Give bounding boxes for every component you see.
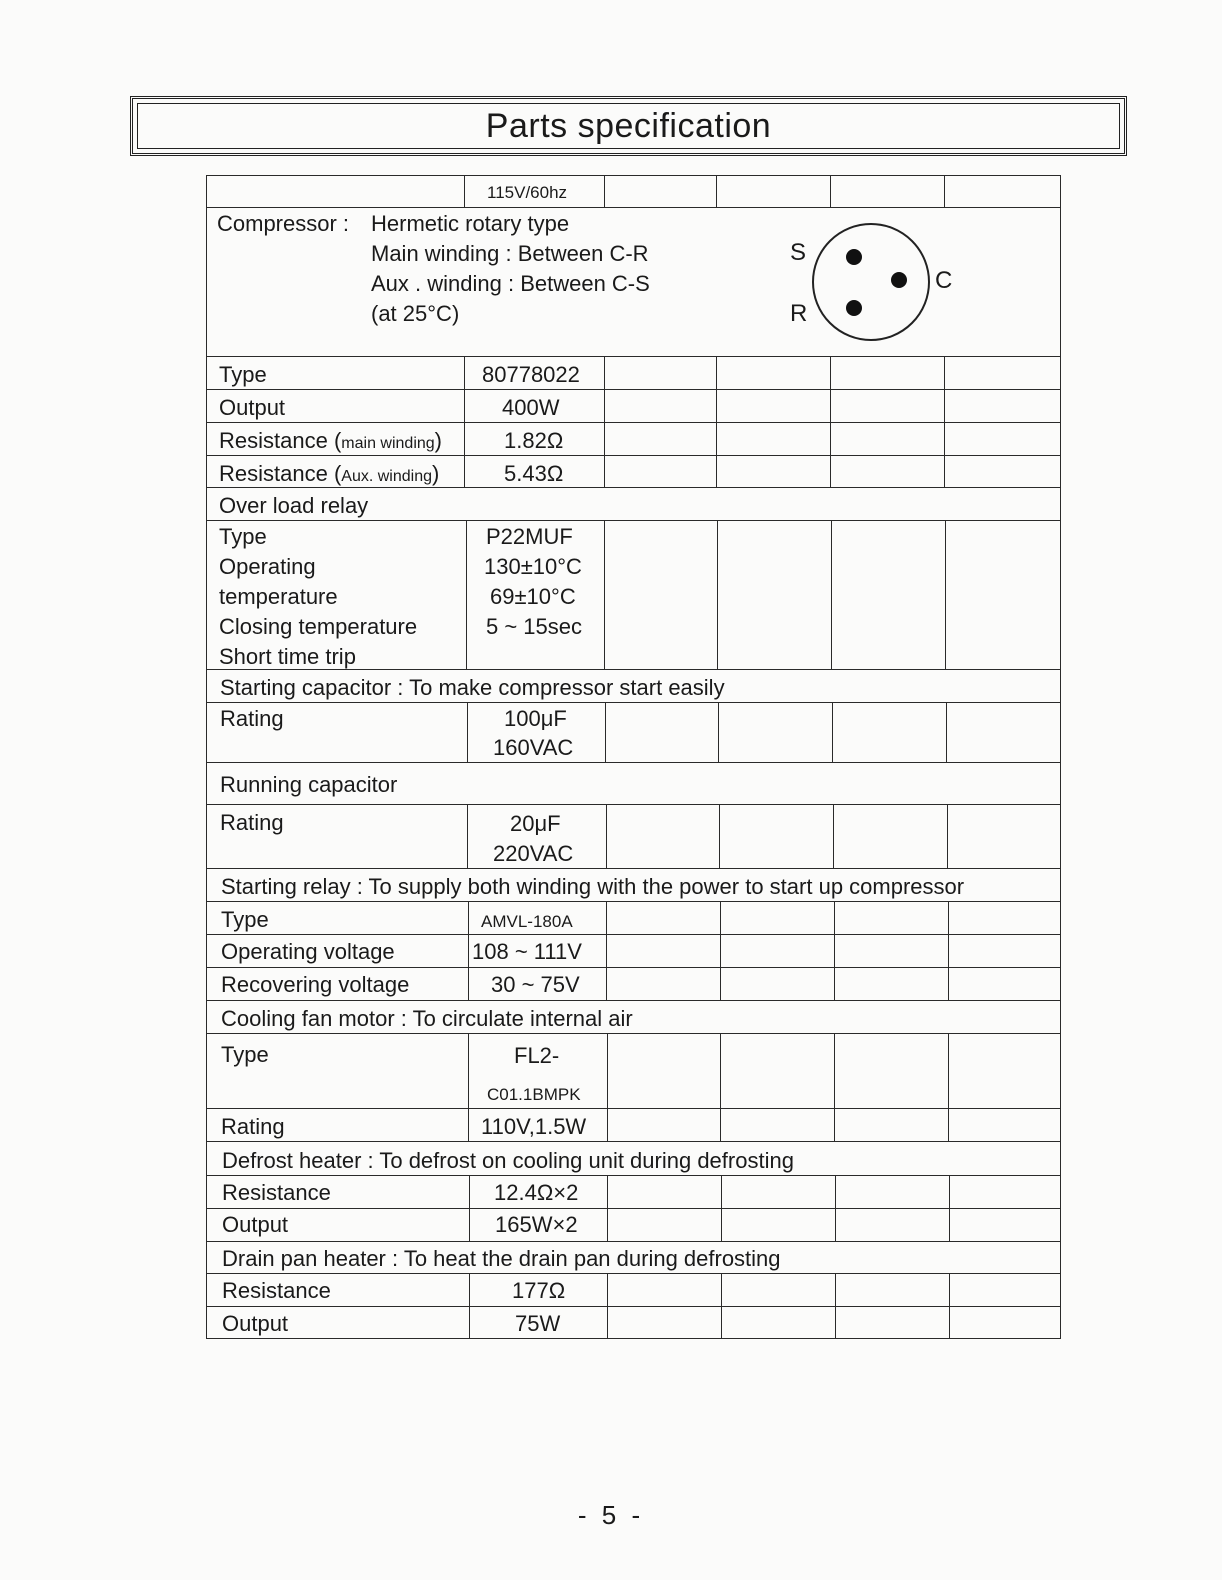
overload-value-closing: 69±10°C [490,584,576,609]
terminal-housing [813,224,929,340]
drain-heater-output-value: 75W [515,1311,561,1336]
starting-relay-recovering-value: 30 ~ 75V [491,972,580,997]
starting-capacitor-heading: Starting capacitor : To make compressor start easily [220,675,725,700]
table-border [1060,175,1061,1339]
terminal-r-label: R [790,300,808,327]
col-line [949,1175,950,1241]
row-line [206,1033,1061,1034]
row-line [206,389,1061,390]
compressor-output-value: 400W [502,395,560,420]
running-capacitor-rating-label: Rating [220,810,284,835]
row-line [206,1338,1061,1339]
resistance-aux-label: Resistance (Aux. winding) [219,461,440,486]
col-line [834,1033,835,1141]
col-line [944,356,945,487]
overload-value-operating: 130±10°C [484,554,582,579]
row-line [206,1208,1061,1209]
compressor-label: Compressor : [217,211,350,236]
terminal-r-pin [846,300,862,316]
row-line [206,207,1061,208]
col-line [717,520,718,669]
col-line [604,356,605,487]
col-line [716,175,717,207]
col-line [469,1175,470,1241]
col-line [720,1033,721,1141]
compressor-terminal-diagram [810,220,932,344]
starting-relay-recovering-label: Recovering voltage [221,972,410,997]
compressor-main-winding: Main winding : Between C-R [371,241,649,266]
col-line [834,901,835,1000]
fan-motor-heading: Cooling fan motor : To circulate internal air [221,1006,633,1031]
row-line [206,967,1061,968]
col-line [944,175,945,207]
row-line [206,422,1061,423]
running-capacitor-heading: Running capacitor [220,772,398,797]
defrost-heater-output-label: Output [222,1212,289,1237]
col-line [716,356,717,487]
fan-motor-type-label: Type [221,1042,269,1067]
fan-motor-type-value-1: FL2- [514,1043,560,1068]
row-line [206,901,1061,902]
row-line [206,1241,1061,1242]
row-line [206,1273,1061,1274]
starting-relay-type-value: AMVL-180A [481,912,573,931]
compressor-output-label: Output [219,395,286,420]
resistance-main-label: Resistance (main winding) [219,428,442,453]
col-line [830,356,831,487]
drain-heater-resistance-label: Resistance [222,1278,331,1303]
compressor-type-value: 80778022 [482,362,580,387]
defrost-heater-heading: Defrost heater : To defrost on cooling unit during defrosting [222,1148,794,1173]
col-line [464,175,465,207]
compressor-type-label: Type [219,362,267,387]
resistance-main-value: 1.82Ω [504,428,564,453]
col-line [718,702,719,762]
col-line [946,702,947,762]
overload-value-type: P22MUF [486,524,573,549]
fan-motor-rating-label: Rating [221,1114,285,1139]
fan-motor-rating-value: 110V,1.5W [481,1114,587,1139]
page-number: - 5 - [577,1500,645,1530]
compressor-type: Hermetic rotary type [371,211,570,236]
col-line [469,1273,470,1338]
row-line [206,1000,1061,1001]
overload-label-operating: Operating [219,554,316,579]
row-line [206,175,1061,176]
col-line [607,1273,608,1338]
resistance-aux-value: 5.43Ω [504,461,564,486]
col-line [607,1175,608,1241]
compressor-aux-winding: Aux . winding : Between C-S [371,271,650,296]
row-line [206,702,1061,703]
overload-label-closing: Closing temperature [219,614,418,639]
col-line [949,1273,950,1338]
starting-capacitor-voltage: 160VAC [493,735,574,760]
terminal-c-label: C [935,267,953,294]
col-line [945,520,946,669]
defrost-heater-resistance-value: 12.4Ω×2 [494,1180,579,1205]
drain-heater-output-label: Output [222,1311,289,1336]
row-line [206,1141,1061,1142]
col-line [468,901,469,1000]
col-line [720,901,721,1000]
col-line [832,702,833,762]
row-line [206,1175,1061,1176]
col-line [947,804,948,868]
defrost-heater-output-value: 165W×2 [495,1212,578,1237]
row-line [206,762,1061,763]
defrost-heater-resistance-label: Resistance [222,1180,331,1205]
drain-heater-heading: Drain pan heater : To heat the drain pan during defrosting [222,1246,781,1271]
col-line [833,804,834,868]
overload-heading: Over load relay [219,493,369,518]
running-capacitor-capacitance: 20μF [510,811,561,836]
col-line [831,520,832,669]
col-line [467,804,468,868]
starting-capacitor-capacitance: 100μF [504,706,567,731]
col-line [468,1033,469,1141]
col-line [948,901,949,1000]
starting-relay-type-label: Type [221,907,269,932]
starting-relay-operating-value: 108 ~ 111V [472,939,582,964]
col-line [604,520,605,669]
row-line [206,934,1061,935]
overload-label-type: Type [219,524,267,549]
row-line [206,1306,1061,1307]
col-line [721,1175,722,1241]
overload-value-trip: 5 ~ 15sec [486,614,583,639]
col-line [467,702,468,762]
overload-label-trip: Short time trip [219,644,356,669]
overload-label-temperature: temperature [219,584,338,609]
col-line [721,1273,722,1338]
col-line [466,520,467,669]
model-header: 115V/60hz [487,183,568,202]
starting-relay-operating-label: Operating voltage [221,939,395,964]
drain-heater-resistance-value: 177Ω [512,1278,566,1303]
title-box [130,96,1127,156]
col-line [464,356,465,487]
terminal-c-pin [891,272,907,288]
fan-motor-type-value-2: C01.1BMPK [487,1085,581,1104]
table-border [206,175,207,1339]
starting-capacitor-rating-label: Rating [220,706,284,731]
terminal-s-label: S [790,239,807,266]
row-line [206,868,1061,869]
terminal-s-pin [846,249,862,265]
running-capacitor-voltage: 220VAC [493,841,574,866]
col-line [948,1033,949,1141]
col-line [835,1273,836,1338]
col-line [606,901,607,1000]
col-line [606,804,607,868]
row-line [206,804,1061,805]
row-line [206,520,1061,521]
col-line [604,175,605,207]
col-line [607,1033,608,1141]
starting-relay-heading: Starting relay : To supply both winding with the power to start up compressor [221,874,965,899]
compressor-temp-note: (at 25°C) [371,301,460,326]
page-title: Parts specification [485,107,772,145]
col-line [605,702,606,762]
row-line [206,356,1061,357]
col-line [835,1175,836,1241]
col-line [830,175,831,207]
row-line [206,1108,1061,1109]
col-line [719,804,720,868]
